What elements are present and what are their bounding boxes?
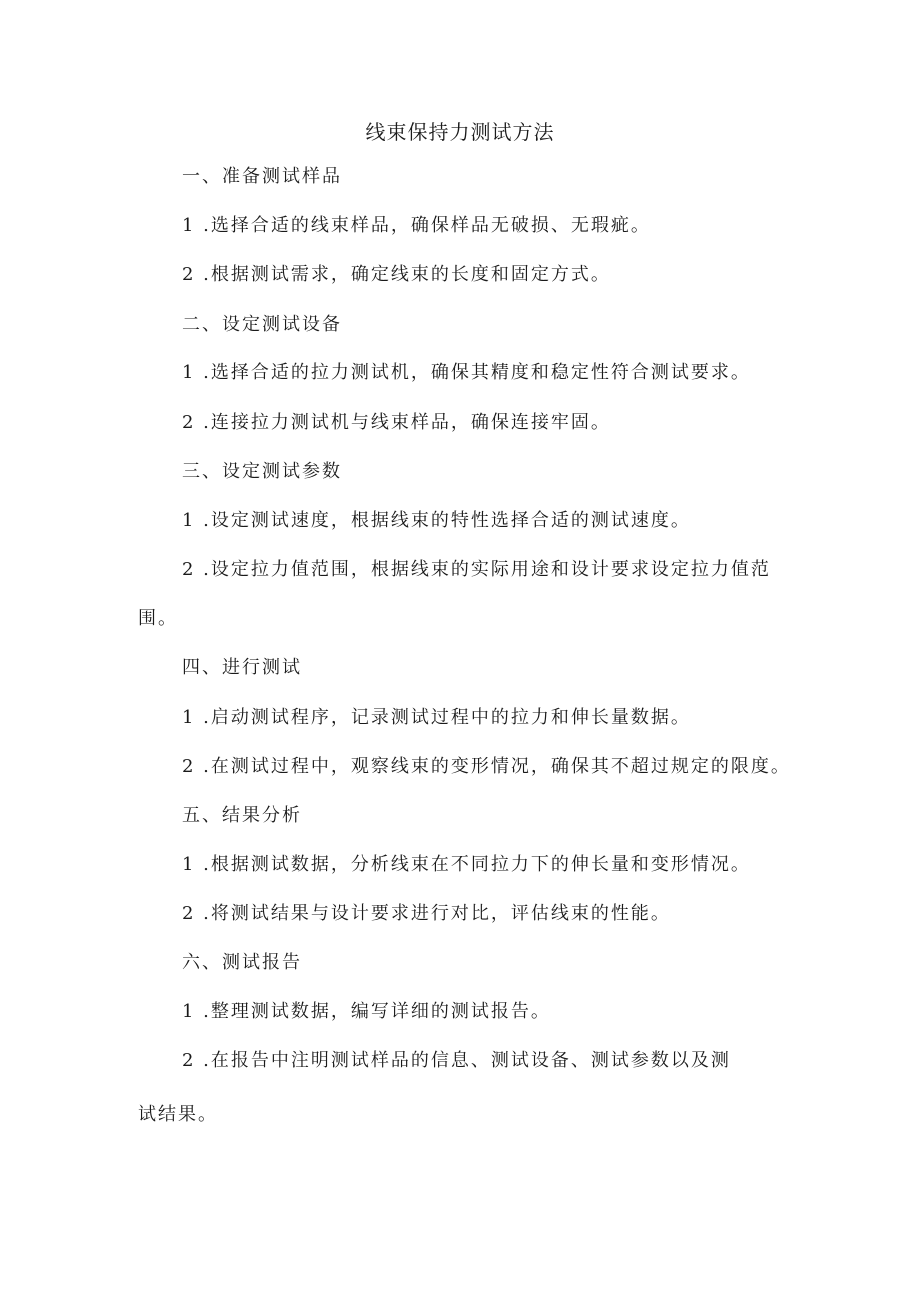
document-title: 线束保持力测试方法 (365, 120, 555, 144)
section-2-item-1: 1 .选择合适的拉力测试机，确保其精度和稳定性符合测试要求。 (182, 362, 751, 383)
section-4-item-2: 2 .在测试过程中，观察线束的变形情况，确保其不超过规定的限度。 (182, 756, 791, 777)
section-heading-2: 二、设定测试设备 (182, 314, 342, 335)
section-6-item-2-continuation: 试结果。 (138, 1104, 218, 1125)
section-3-item-2-continuation: 围。 (138, 608, 178, 629)
section-4-item-1: 1 .启动测试程序，记录测试过程中的拉力和伸长量数据。 (182, 707, 691, 728)
section-1-item-1: 1 .选择合适的线束样品，确保样品无破损、无瑕疵。 (182, 215, 651, 236)
section-heading-3: 三、设定测试参数 (182, 461, 342, 482)
section-6-item-2: 2 .在报告中注明测试样品的信息、测试设备、测试参数以及测 (182, 1050, 731, 1071)
section-3-item-2: 2 .设定拉力值范围，根据线束的实际用途和设计要求设定拉力值范 (182, 559, 771, 580)
section-5-item-1: 1 .根据测试数据，分析线束在不同拉力下的伸长量和变形情况。 (182, 854, 751, 875)
section-1-item-2: 2 .根据测试需求，确定线束的长度和固定方式。 (182, 264, 611, 285)
section-5-item-2: 2 .将测试结果与设计要求进行对比，评估线束的性能。 (182, 903, 671, 924)
section-heading-1: 一、准备测试样品 (182, 166, 342, 187)
section-3-item-1: 1 .设定测试速度，根据线束的特性选择合适的测试速度。 (182, 510, 691, 531)
section-heading-5: 五、结果分析 (182, 805, 302, 826)
section-2-item-2: 2 .连接拉力测试机与线束样品，确保连接牢固。 (182, 412, 611, 433)
section-heading-4: 四、进行测试 (182, 657, 302, 678)
section-6-item-1: 1 .整理测试数据，编写详细的测试报告。 (182, 1001, 551, 1022)
section-heading-6: 六、测试报告 (182, 952, 302, 973)
